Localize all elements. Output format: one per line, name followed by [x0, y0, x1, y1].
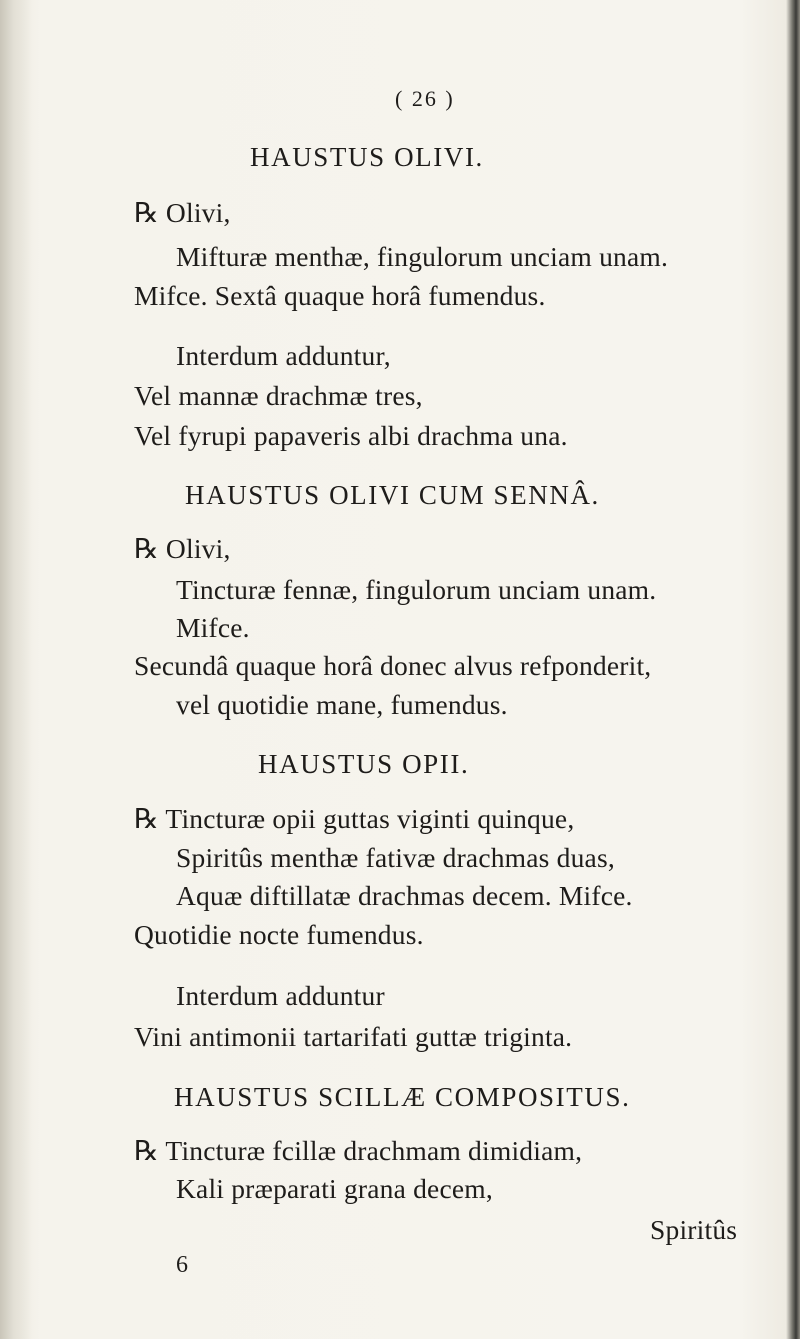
- page-outer-edge: [786, 0, 800, 1339]
- prescription-line: Mifce. Sextâ quaque horâ fumendus.: [134, 280, 546, 311]
- prescription-line: Mifturæ menthæ, fingulorum unciam unam.: [176, 241, 669, 272]
- prescription-line: Secundâ quaque horâ donec alvus refponderit,: [134, 650, 652, 681]
- section-heading-haustus-opii: HAUSTUS OPII.: [258, 749, 470, 779]
- prescription-line: Vini antimonii tartarifati guttæ triginta.: [134, 1021, 573, 1052]
- section-heading-haustus-olivi-cum-senna: HAUSTUS OLIVI CUM SENNÂ.: [185, 480, 600, 510]
- prescription-line: ℞ Olivi,: [134, 533, 231, 564]
- prescription-line: ℞ Tincturæ opii guttas viginti quinque,: [134, 803, 575, 834]
- prescription-line: Kali præparati grana decem,: [176, 1173, 493, 1204]
- page-number: ( 26 ): [395, 86, 455, 111]
- section-heading-haustus-olivi: HAUSTUS OLIVI.: [250, 142, 484, 172]
- signature-mark: 6: [176, 1252, 189, 1278]
- section-heading-haustus-scillae-compositus: HAUSTUS SCILLÆ COMPOSITUS.: [174, 1082, 631, 1112]
- prescription-line: Interdum adduntur: [176, 980, 385, 1011]
- prescription-line: Vel fyrupi papaveris albi drachma una.: [134, 420, 568, 451]
- prescription-line: Aquæ diftillatæ drachmas decem. Mifce.: [176, 880, 633, 911]
- prescription-line: Quotidie nocte fumendus.: [134, 919, 424, 950]
- prescription-line: Spiritûs menthæ fativæ drachmas duas,: [176, 842, 615, 873]
- prescription-line: Mifce.: [176, 612, 250, 643]
- prescription-line: Tincturæ fennæ, fingulorum unciam unam.: [176, 574, 657, 605]
- prescription-line: vel quotidie mane, fumendus.: [176, 689, 508, 720]
- catchword: Spiritûs: [650, 1214, 738, 1245]
- page-binding-edge: [0, 0, 32, 1339]
- prescription-line: Interdum adduntur,: [176, 340, 391, 371]
- prescription-line: ℞ Olivi,: [134, 197, 231, 228]
- prescription-line: ℞ Tincturæ fcillæ drachmam dimidiam,: [134, 1135, 583, 1166]
- prescription-line: Vel mannæ drachmæ tres,: [134, 380, 423, 411]
